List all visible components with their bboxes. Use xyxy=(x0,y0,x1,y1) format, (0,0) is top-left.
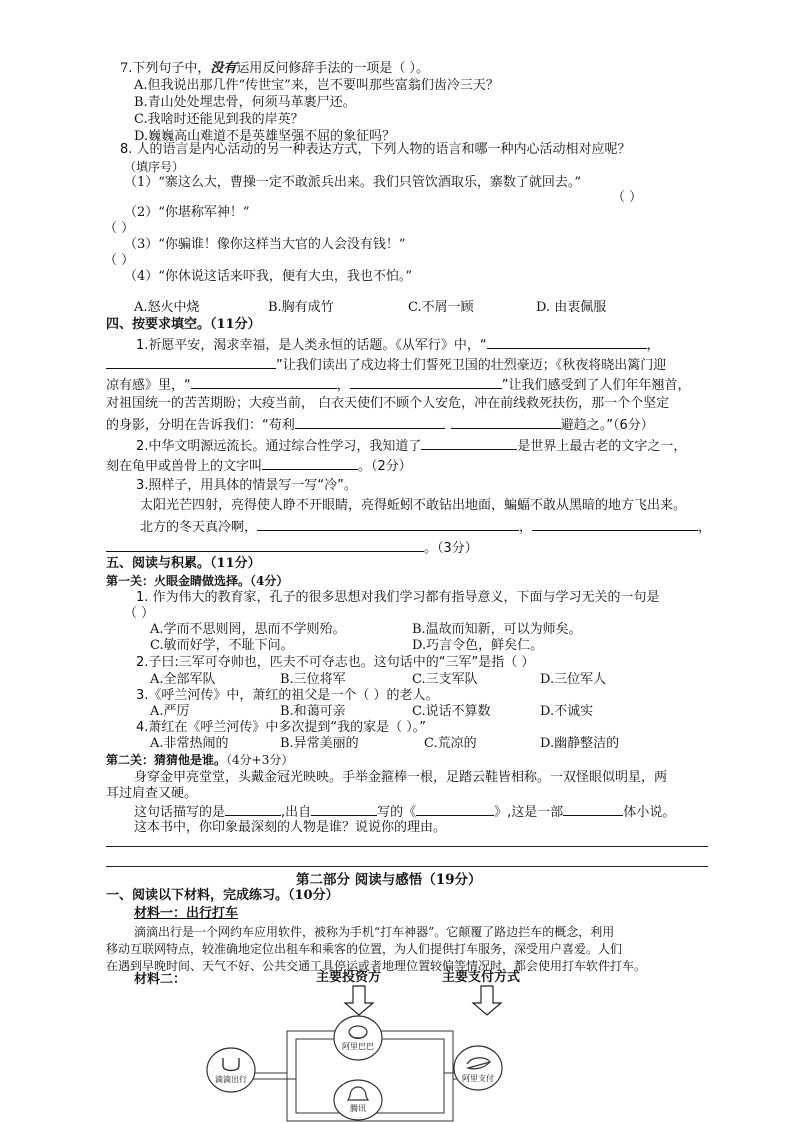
material1-line2: 移动互联网特点，较准确地定位出租车和乘客的位置，为人们提供打车服务，深受用户喜爱。人们 xyxy=(106,942,623,956)
sec4-q3-example: 太阳光芒四射，亮得使人睁不开眼睛，亮得蚯蚓不敢钻出地面，蝙蝠不敢从黑暗的地方飞出来。 xyxy=(140,498,687,513)
punct: ， xyxy=(698,520,712,535)
q8-item-3: （3）“你骗谁！像你这样当大官的人会没有钱！” xyxy=(124,237,406,252)
q8-paren-1: （ ） xyxy=(612,190,643,205)
pay-label: 主要支付方式 xyxy=(442,970,521,985)
sec5-q1-stem: 1. 作为伟大的教育家，孔子的很多思想对我们学习都有指导意义，下面与学习无关的一句是 xyxy=(136,590,660,605)
sec5-q3-option-d: D.不诚实 xyxy=(540,704,594,719)
stage2-text: 》,这是一部 xyxy=(494,805,564,820)
stage2-text: 写的《 xyxy=(377,805,417,820)
alibaba-label: 阿里巴巴 xyxy=(342,1042,374,1051)
q8-choice-d: D. 由衷佩服 xyxy=(536,300,607,315)
sec4-q2-text: 是世界上最古老的文字之一， xyxy=(517,439,687,454)
alibaba-node xyxy=(334,1016,382,1060)
q8-paren-2: （ ） xyxy=(104,221,135,236)
stage2-text: 这句话描写的是 xyxy=(134,805,226,820)
q8-paren-3: （ ） xyxy=(104,253,135,268)
sec4-q3-text: 。（3分） xyxy=(424,541,478,556)
down-arrow-icon xyxy=(473,986,501,1015)
sec4-q2-text: 刻在龟甲或兽骨上的文字叫 xyxy=(106,459,263,474)
sec5-q1-option-d: D.巧言令色，鲜矣仁。 xyxy=(412,638,544,653)
stage2-text: 体小说。 xyxy=(623,805,676,820)
stage2-description-1: 身穿金甲亮堂堂，头戴金冠光映映。手举金箍棒一根，足踏云鞋皆相称。一双怪眼似明星，两 xyxy=(134,770,668,785)
sec5-q4-option-b: B.异常美丽的 xyxy=(280,736,359,751)
sec5-q1-option-a: A.学而不思则罔，思而不学则殆。 xyxy=(150,622,346,637)
material2-title: 材料二： xyxy=(134,972,187,987)
sec4-q1-text: 的身影，分明在告诉我们：“苟利 xyxy=(106,418,295,433)
sec5-q4-stem: 4.萧红在《呼兰河传》中多次提到“我的家是（ ）。” xyxy=(136,720,427,735)
sec5-q2-option-d: D.三位军人 xyxy=(540,672,607,687)
sec4-q3-text: 北方的冬天真冷啊， xyxy=(140,520,258,535)
sec4-q1-line4: 对祖国统一的苦苦期盼；大疫当前， 白衣天使们不顾个人安危，冲在前线救死扶伤，那一个个坚定 xyxy=(106,396,670,411)
stage2-text: ,出自 xyxy=(281,805,312,820)
stage2-label: 第二关：猜猜他是谁。 xyxy=(106,753,227,767)
sec4-q3-line1: 3.照样子，用具体的情景写一写“冷”。 xyxy=(136,478,357,493)
down-arrow-icon xyxy=(345,986,373,1015)
sec5-q2-option-a: A.全部军队 xyxy=(150,672,216,687)
q8-choice-a: A.怒火中烧 xyxy=(134,300,200,315)
sec4-q2-text: 。（2分） xyxy=(358,459,412,474)
material1-line1: 滴滴出行是一个网约车应用软件，被称为手机“打车神器”。它颠覆了路边拦车的概念，利用 xyxy=(134,925,615,939)
stage2-description-2: 耳过肩查又硬。 xyxy=(106,786,198,801)
punct: ， xyxy=(519,520,533,535)
sec4-q1-text: ”让我们读出了戍边将士们誓死卫国的壮烈豪迈；《秋夜将晓出篱门迎 xyxy=(276,358,667,373)
q8-stem: 8. 人的语言是内心活动的另一种表达方式，下列人物的语言和哪一种内心活动相对应呢？ xyxy=(120,142,631,157)
sec5-q2-option-c: C.三支军队 xyxy=(412,672,478,687)
punct: ， xyxy=(336,378,350,393)
didi-node xyxy=(207,1048,255,1092)
q7-emphasis: 没有 xyxy=(210,61,237,76)
sec5-q2-stem: 2.子曰:三军可夺帅也，匹夫不可夺志也。这句话中的“三军”是指（ ） xyxy=(136,655,535,670)
alipay-label: 阿里支付 xyxy=(462,1074,494,1083)
q7-option-d: D.巍巍高山难道不是英雄坚强不屈的象征吗？ xyxy=(134,129,396,144)
sec5-q4-option-d: D.幽静整洁的 xyxy=(540,736,620,751)
stage2-question: 这本书中，你印象最深刻的人物是谁？说说你的理由。 xyxy=(134,820,447,835)
didi-label: 滴滴出行 xyxy=(215,1075,247,1084)
material1-title: 材料一：出行打车 xyxy=(134,906,239,921)
sec4-q2-text: 2.中华文明源远流长。通过综合性学习，我知道了 xyxy=(136,439,422,454)
tencent-node xyxy=(334,1080,382,1120)
sec4-q1-text: 避趋之。”（6分） xyxy=(560,418,654,433)
q8-note: （填序号） xyxy=(124,160,185,174)
q7-stem-text: 7.下列句子中， xyxy=(120,61,211,76)
stage1-title: 第一关：火眼金睛做选择。（4分） xyxy=(106,574,289,588)
section4-title: 四、按要求填空。（11分） xyxy=(106,317,261,332)
sec5-q4-option-c: C.荒凉的 xyxy=(424,736,477,751)
part2-subtitle: 一、阅读以下材料，完成练习。（10分） xyxy=(106,888,339,903)
q7-option-a: A.但我说出那几件“传世宝”来，岂不要叫那些富翁们齿冷三天？ xyxy=(134,78,499,93)
punct: ， xyxy=(646,338,660,353)
sec5-q1-paren: （ ） xyxy=(124,606,155,621)
invest-label: 主要投资方 xyxy=(316,970,382,985)
sec5-q4-option-a: A.非常热闹的 xyxy=(150,736,229,751)
q8-choice-c: C.不屑一顾 xyxy=(408,300,474,315)
sec4-q1-text: 凉有感》里，“ xyxy=(106,378,191,393)
section5-title: 五、阅读与积累。（11分） xyxy=(106,556,261,571)
material1-line3: 在遇到早晚时间、天气不好、公共交通工具停运或者地理位置较偏等情况时，都会使用打车软件打车。 xyxy=(106,959,647,973)
sec5-q1-option-b: B.温故而知新，可以为师矣。 xyxy=(412,622,582,637)
part2-header: 第二部分 阅读与感悟（19分） xyxy=(296,872,482,888)
tencent-label: 腾讯 xyxy=(350,1104,366,1113)
q7-option-c: C.我啥时还能见到我的岸英？ xyxy=(134,112,304,127)
q8-item-2: （2）“你堪称军神！” xyxy=(124,205,250,220)
sec5-q3-stem: 3.《呼兰河传》中，萧红的祖父是一个（ ）的老人。 xyxy=(136,688,439,703)
sec5-q1-option-c: C.敏而好学，不耻下问。 xyxy=(150,638,294,653)
stage2-score: （4分+3分） xyxy=(226,753,294,767)
sec5-q3-option-a: A.严厉 xyxy=(150,704,190,719)
sec4-q1-text: ”让我们感受到了人们年年翘首， xyxy=(501,378,691,393)
q8-choice-b: B.胸有成竹 xyxy=(268,300,334,315)
q7-stem-tail: 运用反问修辞手法的一项是（ ）。 xyxy=(236,61,430,76)
sec5-q2-option-b: B.三位将军 xyxy=(280,672,346,687)
sec5-q3-option-c: C.说话不算数 xyxy=(412,704,491,719)
q8-item-1: （1）“寨这么大，曹操一定不敢派兵出来。我们只管饮酒取乐，寨数了就回去。” xyxy=(124,175,582,190)
q7-option-b: B.青山处处埋忠骨，何须马革裹尸还。 xyxy=(134,95,356,110)
q8-item-4: （4）“你休说这话来吓我，便有大虫，我也不怕。” xyxy=(124,269,413,284)
sec5-q3-option-b: B.和蔼可亲 xyxy=(280,704,346,719)
sec4-q1-text: 1.祈愿平安，渴求幸福，是人类永恒的话题。《从军行》中，“ xyxy=(136,338,487,353)
